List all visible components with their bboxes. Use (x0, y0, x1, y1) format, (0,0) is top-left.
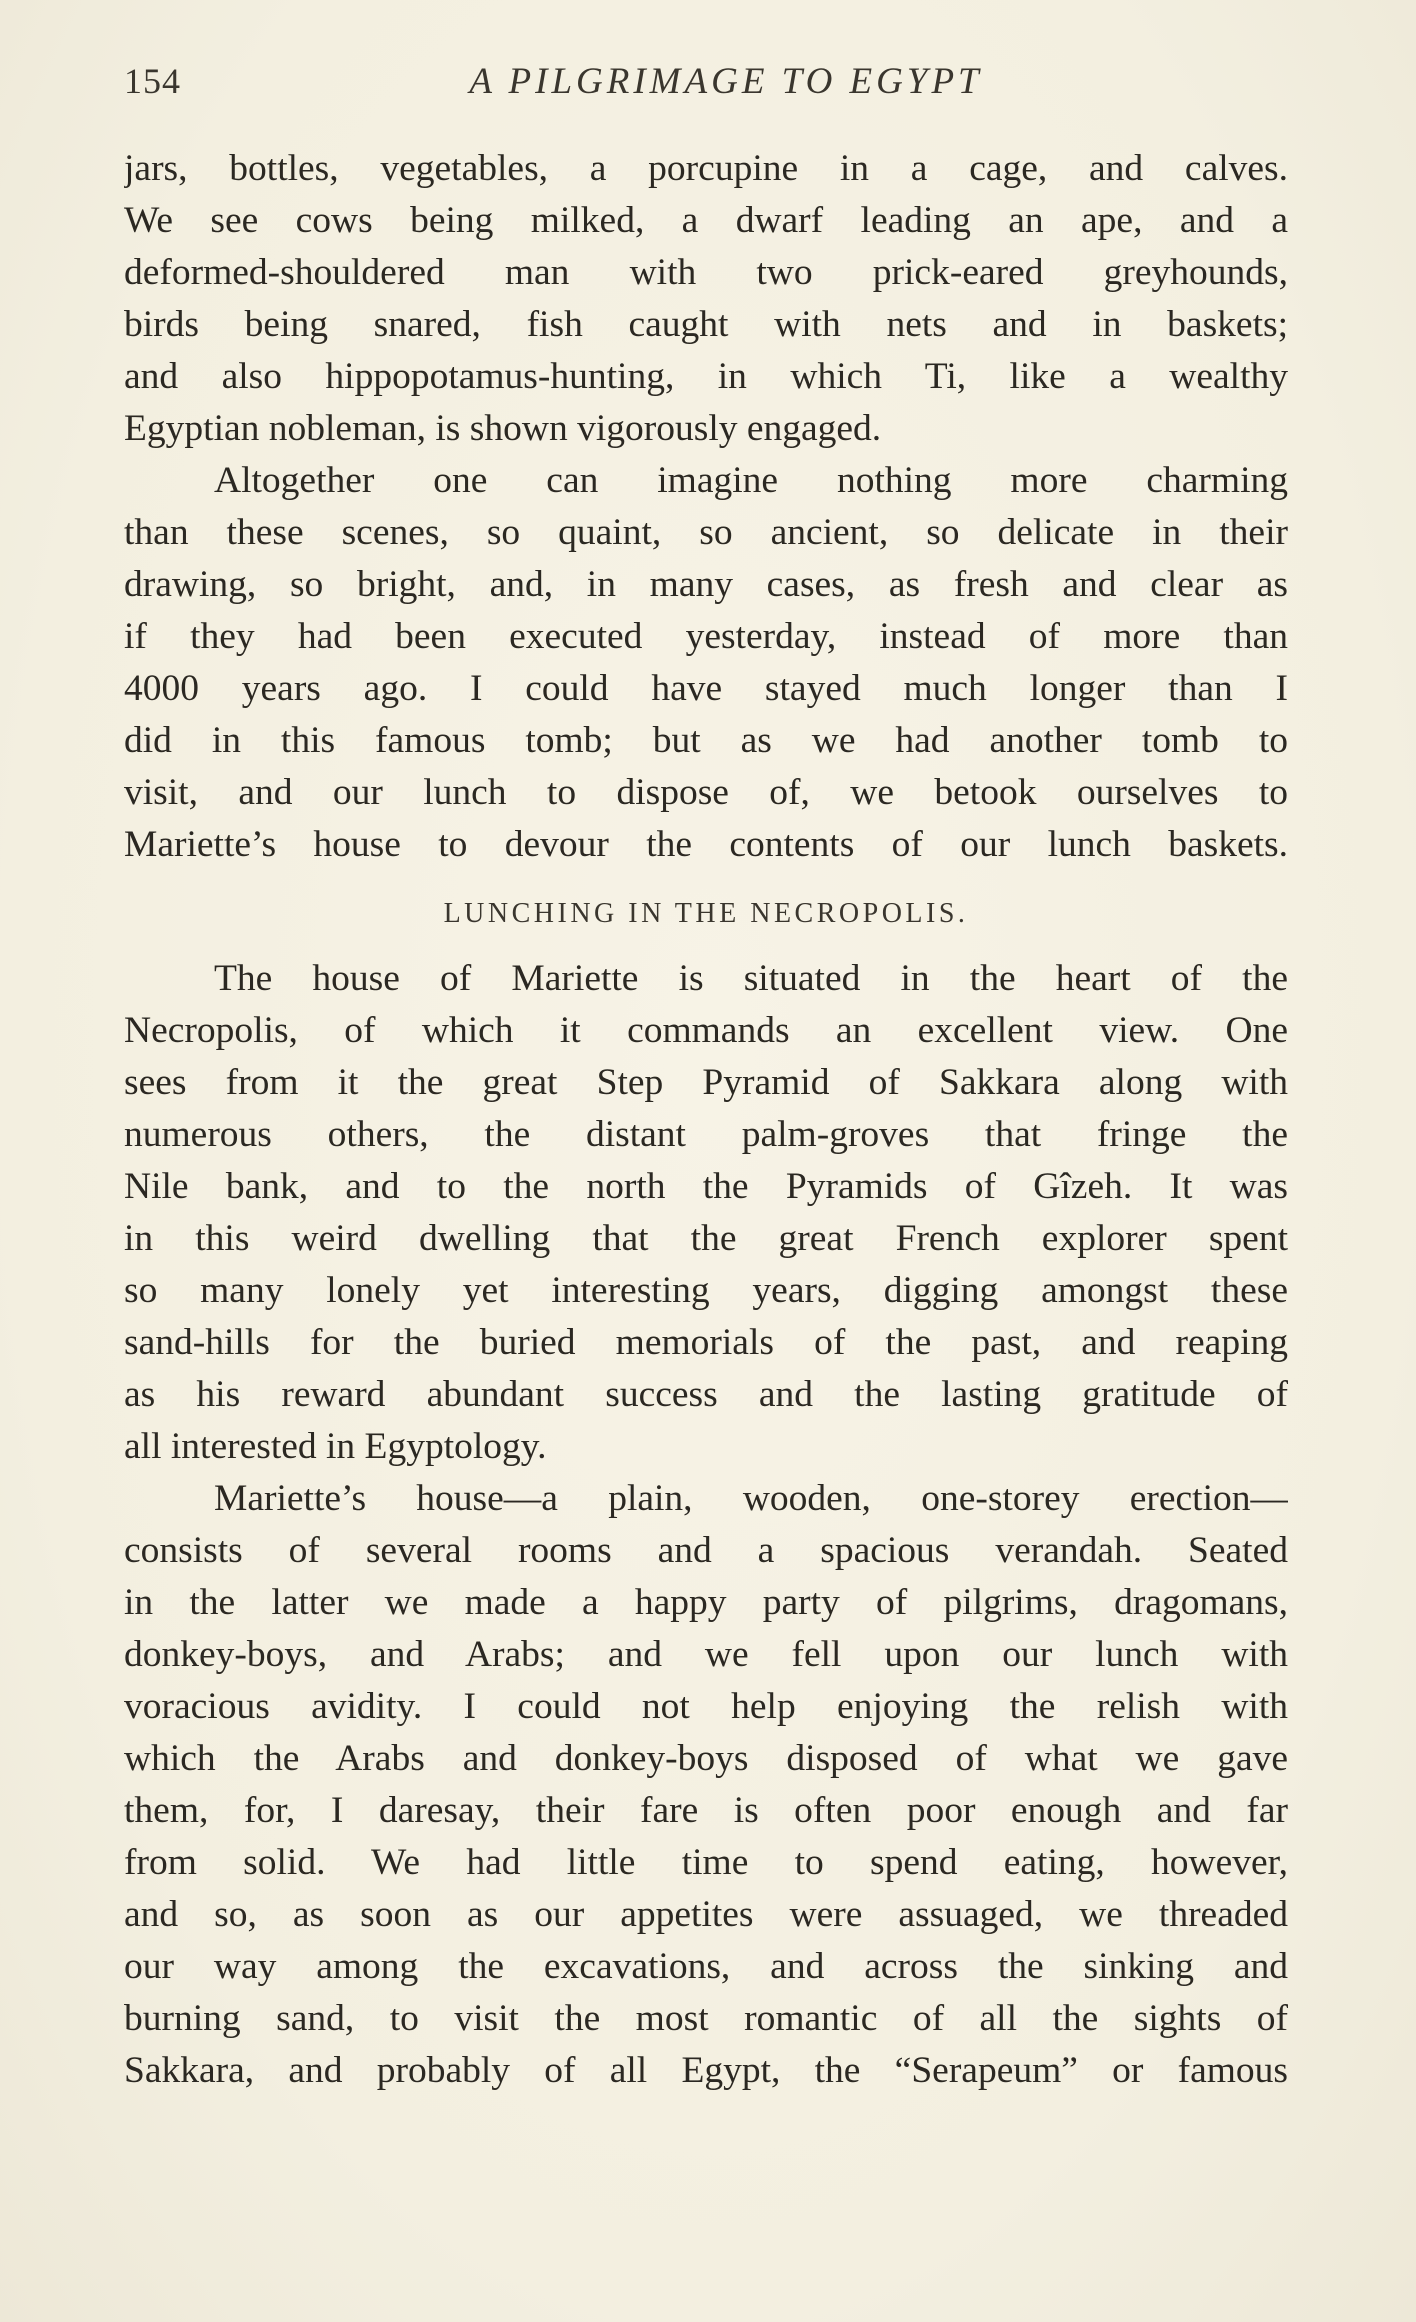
text-line: burning sand, to visit the most romantic of all the sights of (124, 1998, 1288, 2039)
paragraph-1 (124, 143, 1288, 455)
paragraph-2 (124, 455, 1288, 871)
text-line: sees from it the great Step Pyramid of Sakkara along with (124, 1062, 1288, 1103)
running-title: A PILGRIMAGE TO EGYPT (469, 61, 983, 102)
text-line: numerous others, the distant palm-groves that fringe the (124, 1114, 1288, 1155)
text-line: from solid. We had little time to spend eating, however, (124, 1842, 1288, 1883)
text-line: all interested in Egyptology. (124, 1426, 547, 1467)
text-line: voracious avidity. I could not help enjoying the relish with (124, 1686, 1288, 1727)
text-line: deformed-shouldered man with two prick-eared greyhounds, (124, 252, 1288, 293)
text-line: consists of several rooms and a spacious verandah. Seated (124, 1530, 1288, 1571)
text-line: our way among the excavations, and across the sinking and (124, 1946, 1288, 1987)
text-line: Mariette’s house—a plain, wooden, one-storey erection— (214, 1478, 1288, 1519)
paragraph-3 (124, 953, 1288, 1473)
text-line: birds being snared, fish caught with nets and in baskets; (124, 304, 1288, 345)
text-line: Necropolis, of which it commands an excellent view. One (124, 1010, 1288, 1051)
text-line: so many lonely yet interesting years, digging amongst these (124, 1270, 1288, 1311)
text-line: did in this famous tomb; but as we had another tomb to (124, 720, 1288, 761)
text-line: if they had been executed yesterday, instead of more than (124, 616, 1288, 657)
text-line: 4000 years ago. I could have stayed much longer than I (124, 668, 1288, 709)
text-line: jars, bottles, vegetables, a porcupine in a cage, and calves. (124, 148, 1288, 189)
text-line: than these scenes, so quaint, so ancient, so delicate in their (124, 512, 1288, 553)
paragraph-4 (124, 1473, 1288, 2097)
text-line: and also hippopotamus-hunting, in which Ti, like a wealthy (124, 356, 1288, 397)
text-line: visit, and our lunch to dispose of, we betook ourselves to (124, 772, 1288, 813)
text-line: and so, as soon as our appetites were assuaged, we threaded (124, 1894, 1288, 1935)
body-text (124, 143, 1288, 2097)
text-line: donkey-boys, and Arabs; and we fell upon our lunch with (124, 1634, 1288, 1675)
text-line: Sakkara, and probably of all Egypt, the “Serapeum” or famous (124, 2050, 1288, 2091)
text-line: Altogether one can imagine nothing more charming (214, 460, 1288, 501)
text-line: them, for, I daresay, their fare is often poor enough and far (124, 1790, 1288, 1831)
text-line: Mariette’s house to devour the contents of our lunch baskets. (124, 824, 1288, 865)
text-line: in the latter we made a happy party of pilgrims, dragomans, (124, 1582, 1288, 1623)
text-line: The house of Mariette is situated in the heart of the (214, 958, 1288, 999)
text-line: Nile bank, and to the north the Pyramids of Gîzeh. It was (124, 1166, 1288, 1207)
section-heading: LUNCHING IN THE NECROPOLIS. (443, 898, 969, 929)
running-head (124, 60, 1288, 112)
text-line: Egyptian nobleman, is shown vigorously engaged. (124, 408, 882, 449)
text-line: drawing, so bright, and, in many cases, as fresh and clear as (124, 564, 1288, 605)
text-line: in this weird dwelling that the great French explorer spent (124, 1218, 1288, 1259)
text-line: We see cows being milked, a dwarf leading an ape, and a (124, 200, 1288, 241)
text-line: as his reward abundant success and the lasting gratitude of (124, 1374, 1288, 1415)
text-line: which the Arabs and donkey-boys disposed of what we gave (124, 1738, 1288, 1779)
page-number: 154 (124, 61, 181, 101)
text-line: sand-hills for the buried memorials of the past, and reaping (124, 1322, 1288, 1363)
